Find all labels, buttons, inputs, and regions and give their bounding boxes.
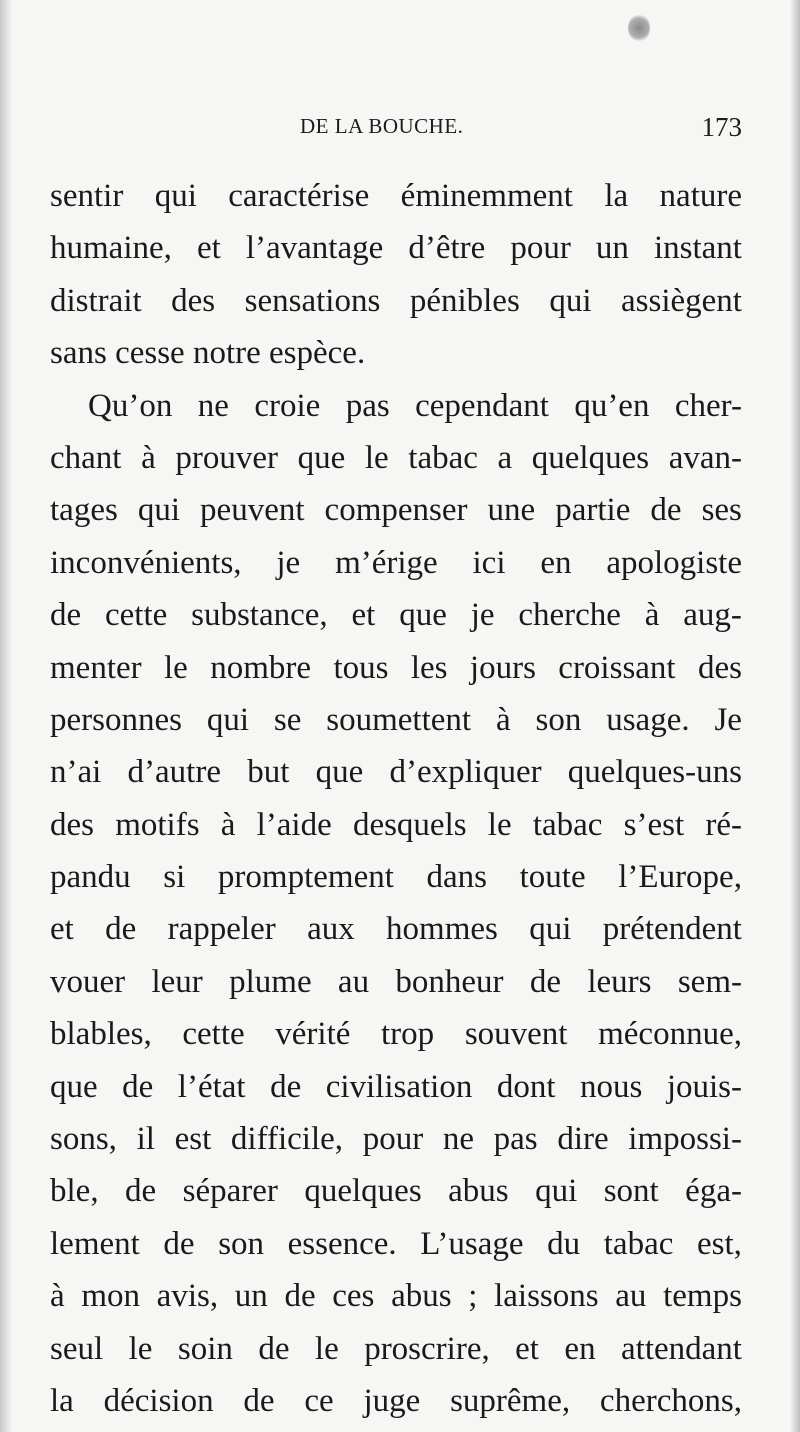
word: pas <box>493 1121 538 1158</box>
word: sons, <box>50 1121 117 1158</box>
page-number: 173 <box>701 112 742 142</box>
word: en <box>540 544 572 581</box>
word: usage. <box>606 701 690 738</box>
word: un <box>234 1278 268 1315</box>
word: qui <box>206 701 250 738</box>
word: hommes <box>386 911 498 948</box>
word: motifs <box>115 806 200 843</box>
ink-spot <box>628 14 650 42</box>
word: promptement <box>217 859 394 896</box>
word: temps <box>663 1278 742 1315</box>
text-line <box>50 275 742 327</box>
word: le <box>314 1330 339 1367</box>
word: avis, <box>156 1278 219 1315</box>
word: ne <box>197 387 229 424</box>
text-line <box>50 1270 742 1322</box>
word: tabac <box>408 439 478 476</box>
word: ble, <box>50 1173 99 1210</box>
word: à <box>220 806 236 843</box>
word: pandu <box>50 859 131 896</box>
word: tabac <box>532 806 603 843</box>
word: de <box>105 911 137 948</box>
word: caractérise <box>228 178 370 214</box>
text-line <box>50 1113 742 1165</box>
word: séparer <box>182 1173 278 1210</box>
word: vouer <box>50 963 126 1000</box>
word: un <box>595 230 629 267</box>
word: bonheur <box>395 963 504 1000</box>
word: sem- <box>677 963 742 1000</box>
word: but <box>247 754 290 791</box>
text-line <box>50 746 742 798</box>
word: aux <box>307 911 355 948</box>
word: dire <box>557 1121 609 1158</box>
word: tages <box>50 492 118 529</box>
word: prétendent <box>602 911 742 948</box>
word: d’expliquer <box>389 754 542 791</box>
word: seul <box>50 1330 104 1367</box>
word: à <box>644 597 660 634</box>
word: à <box>141 439 156 476</box>
word: mon <box>81 1278 140 1315</box>
word: nombre <box>210 649 312 686</box>
word: soin <box>177 1330 233 1367</box>
word: des <box>50 806 94 843</box>
text-line <box>50 170 742 222</box>
word: de <box>258 1330 290 1367</box>
word: sensations <box>244 282 381 319</box>
word: instant <box>653 230 742 267</box>
word: leurs <box>587 963 652 1000</box>
word: peuvent <box>200 492 305 529</box>
word: et <box>50 911 74 948</box>
word: leur <box>151 963 203 1000</box>
word: et <box>351 597 376 634</box>
word: le <box>364 439 389 476</box>
word: suprême, <box>450 1382 571 1419</box>
word: ici <box>472 544 506 581</box>
word: sont <box>603 1173 659 1210</box>
word: se <box>273 701 302 738</box>
word: méconnue, <box>598 1016 742 1053</box>
word: que <box>399 597 447 634</box>
word: ses <box>701 492 742 529</box>
word: desquels <box>352 806 467 843</box>
word: civilisation <box>325 1068 473 1105</box>
word: abus <box>448 1173 509 1210</box>
word: qui <box>549 282 592 319</box>
text-line <box>50 642 742 694</box>
word: tabac <box>603 1225 674 1262</box>
word: de <box>125 1173 157 1210</box>
word: tous <box>333 649 389 686</box>
word: que <box>297 439 346 476</box>
word: son <box>218 1225 265 1262</box>
word: humaine, <box>50 230 172 267</box>
word: quelques <box>531 439 650 476</box>
word: au <box>615 1278 647 1315</box>
text-line <box>50 222 742 274</box>
word: est <box>174 1121 212 1158</box>
word: essence. <box>287 1225 397 1262</box>
word: qui <box>154 178 197 214</box>
text-line <box>50 694 742 746</box>
word: soumettent <box>326 701 472 738</box>
word: je <box>276 544 301 581</box>
word: une <box>487 492 536 529</box>
word: cher- <box>674 387 742 424</box>
word: pas <box>345 387 390 424</box>
word: qui <box>137 492 181 529</box>
word: éga- <box>685 1173 742 1210</box>
word: de <box>122 1068 154 1105</box>
body-text <box>50 170 742 1427</box>
word: partie <box>555 492 631 529</box>
word: des <box>698 649 742 686</box>
word: souvent <box>464 1016 568 1053</box>
word: substance, <box>191 597 328 634</box>
word: attendant <box>621 1330 742 1367</box>
word: de <box>284 1278 316 1315</box>
word: apologiste <box>606 544 742 581</box>
word: chant <box>50 439 122 476</box>
word: son <box>535 701 582 738</box>
text-line <box>50 1165 742 1217</box>
word: au <box>337 963 370 1000</box>
word: L’usage <box>420 1225 524 1262</box>
word: quelques-uns <box>567 754 742 791</box>
word: la <box>50 1382 74 1419</box>
word: a <box>497 439 513 476</box>
word: pour <box>362 1121 424 1158</box>
text-line <box>50 851 742 903</box>
word: nous <box>580 1068 643 1105</box>
word: vérité <box>275 1016 351 1053</box>
word: éminemment <box>400 178 573 214</box>
word: toute <box>519 859 586 896</box>
word: cette <box>182 1016 245 1053</box>
word: nature <box>659 178 742 214</box>
word: du <box>547 1225 581 1262</box>
word: sentir <box>50 178 124 214</box>
word: les <box>410 649 448 686</box>
word: prouver <box>175 439 278 476</box>
word: l’état <box>177 1068 246 1105</box>
word: lement <box>50 1225 140 1262</box>
word: blables, <box>50 1016 152 1053</box>
word: dont <box>496 1068 556 1105</box>
text-line <box>50 1061 742 1113</box>
word: qui <box>529 911 572 948</box>
word: n’ai <box>50 754 102 791</box>
text-line <box>50 1218 742 1270</box>
word: menter <box>50 649 142 686</box>
word: l’avantage <box>245 230 384 267</box>
word: le <box>487 806 512 843</box>
word: qui <box>535 1173 578 1210</box>
word: croissant <box>558 649 676 686</box>
word: de <box>650 492 682 529</box>
word: pénibles <box>409 282 520 319</box>
word: le <box>164 649 188 686</box>
word: compenser <box>324 492 468 529</box>
word: impossi- <box>628 1121 742 1158</box>
text-line <box>50 956 742 1008</box>
word: m’érige <box>335 544 438 581</box>
word: aug- <box>683 597 742 634</box>
word: inconvénients, <box>50 544 242 581</box>
word: dans <box>426 859 488 896</box>
word: difficile, <box>230 1121 344 1158</box>
word: cependant <box>415 387 549 424</box>
word: et <box>515 1330 539 1367</box>
word: à <box>495 701 511 738</box>
word: cette <box>105 597 168 634</box>
word: personnes <box>50 701 182 738</box>
word: d’autre <box>127 754 221 791</box>
text-line <box>50 380 742 432</box>
word: cherchons, <box>599 1382 742 1419</box>
word: jouis- <box>666 1068 742 1105</box>
word: distrait <box>50 282 142 319</box>
text-line <box>50 799 742 851</box>
running-head <box>50 112 742 142</box>
text-line <box>50 432 742 484</box>
word: de <box>270 1068 302 1105</box>
running-title: DE LA BOUCHE. <box>300 114 464 138</box>
word: trop <box>381 1016 435 1053</box>
word: que <box>50 1068 98 1105</box>
text-line <box>50 1323 742 1375</box>
word: il <box>136 1121 155 1158</box>
word: si <box>163 859 186 896</box>
word: abus <box>391 1278 452 1315</box>
word: des <box>171 282 216 319</box>
word: assiègent <box>620 282 742 319</box>
word: croie <box>254 387 321 424</box>
word: jours <box>469 649 536 686</box>
word: ; <box>468 1278 478 1315</box>
text-line <box>50 537 742 589</box>
word: l’aide <box>256 806 332 843</box>
word: décision <box>103 1382 214 1419</box>
word: ne <box>442 1121 474 1158</box>
word: s’est <box>623 806 685 843</box>
word: que <box>315 754 364 791</box>
word: quelques <box>304 1173 422 1210</box>
text-line <box>50 903 742 955</box>
text-line <box>50 1375 742 1427</box>
word: de <box>243 1382 275 1419</box>
word: avan- <box>668 439 742 476</box>
word: rappeler <box>167 911 276 948</box>
word: le <box>128 1330 153 1367</box>
word: la <box>604 178 629 214</box>
word: qu’en <box>574 387 650 424</box>
word: Qu’on <box>88 387 173 424</box>
word: à <box>50 1278 65 1315</box>
word: proscrire, <box>364 1330 490 1367</box>
word: ré- <box>705 806 742 843</box>
text-line <box>50 484 742 536</box>
word: de <box>163 1225 195 1262</box>
word: de <box>50 597 82 634</box>
word: est, <box>696 1225 742 1262</box>
word: de <box>529 963 562 1000</box>
word: en <box>564 1330 596 1367</box>
word: je <box>470 597 495 634</box>
word: laissons <box>494 1278 599 1315</box>
word: et <box>196 230 221 267</box>
text-line <box>50 589 742 641</box>
word: juge <box>363 1382 421 1419</box>
word: ces <box>332 1278 375 1315</box>
word: Je <box>714 701 742 738</box>
text-line-content: sans cesse notre espèce. <box>50 335 366 372</box>
word: d’être <box>408 230 486 267</box>
word: l’Europe, <box>618 859 742 896</box>
word: cherche <box>518 597 621 634</box>
word: pour <box>510 230 571 267</box>
text-line <box>50 1008 742 1060</box>
word: plume <box>229 963 312 1000</box>
text-line <box>50 327 742 379</box>
word: ce <box>304 1382 334 1419</box>
